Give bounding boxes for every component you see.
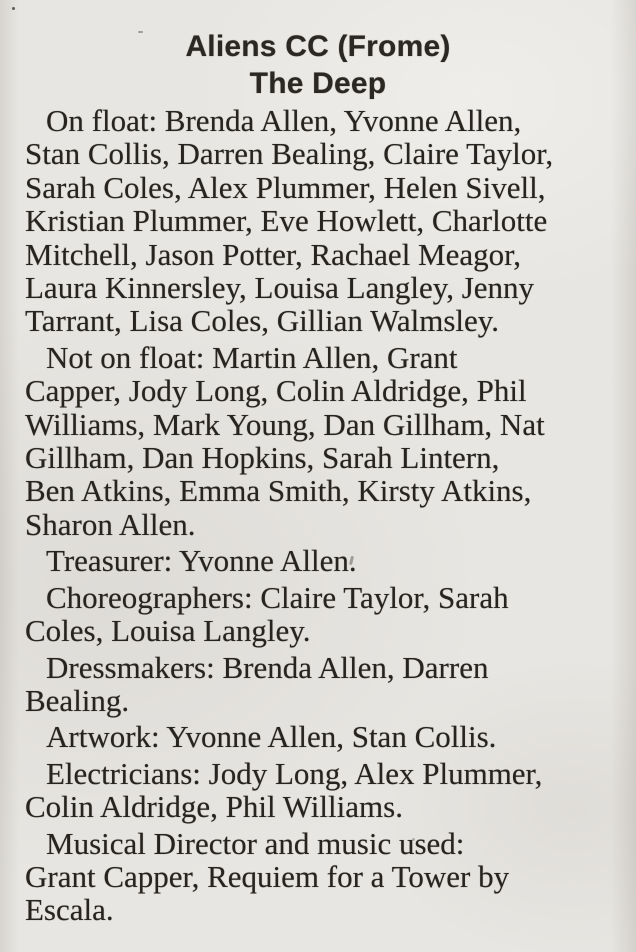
- paragraph: [25, 827, 612, 927]
- paragraph: [25, 104, 612, 338]
- scan-speck: [412, 838, 415, 841]
- text-line: Grant Capper, Requiem for a Tower by: [25, 858, 510, 894]
- text-line: Laura Kinnersley, Louisa Langley, Jenny: [25, 270, 535, 306]
- text-line: On float: Brenda Allen, Yvonne Allen,: [46, 103, 522, 138]
- text-line: Capper, Jody Long, Colin Aldridge, Phil: [25, 373, 527, 409]
- paragraph: [25, 341, 612, 541]
- scan-speck: [138, 31, 143, 33]
- text-line: Sharon Allen.: [25, 506, 196, 542]
- text-line: Musical Director and music used:: [46, 825, 465, 861]
- text-line: Ben Atkins, Emma Smith, Kirsty Atkins,: [25, 473, 532, 509]
- text-line: Dressmakers: Brenda Allen, Darren: [46, 649, 489, 685]
- paragraph: [25, 651, 612, 718]
- text-line: Coles, Louisa Langley.: [25, 613, 311, 649]
- text-line: Escala.: [25, 892, 114, 928]
- text-line: Colin Aldridge, Phil Williams.: [25, 789, 403, 825]
- text-line: Gillham, Dan Hopkins, Sarah Lintern,: [25, 440, 500, 476]
- text-line: Electricians: Jody Long, Alex Plummer,: [46, 755, 543, 791]
- text-line: Stan Collis, Darren Bealing, Claire Taylor,: [25, 136, 554, 172]
- text-line: Kristian Plummer, Eve Howlett, Charlotte: [25, 203, 548, 239]
- text-line: Choreographers: Claire Taylor, Sarah: [46, 579, 509, 615]
- text-line: Artwork: Yvonne Allen, Stan Collis.: [46, 719, 497, 755]
- text-line: Tarrant, Lisa Coles, Gillian Walmsley.: [25, 303, 500, 339]
- title-line-2: The Deep: [249, 67, 387, 100]
- paragraph: [25, 757, 612, 824]
- text-line: Not on float: Martin Allen, Grant: [46, 339, 458, 375]
- paragraph: [25, 720, 612, 753]
- text-line: Mitchell, Jason Potter, Rachael Meagor,: [25, 236, 521, 272]
- text-line: Sarah Coles, Alex Plummer, Helen Sivell,: [25, 169, 546, 205]
- paragraph: [25, 544, 612, 577]
- title-line-1: Aliens CC (Frome): [185, 30, 451, 63]
- text-line: Treasurer: Yvonne Allen.: [46, 543, 357, 579]
- scan-speck: [12, 7, 15, 10]
- text-line: Williams, Mark Young, Dan Gillham, Nat: [25, 406, 545, 442]
- paragraph: [25, 581, 612, 648]
- article-body: [25, 104, 612, 927]
- article-title: [0, 28, 636, 102]
- text-line: Bealing.: [25, 682, 130, 718]
